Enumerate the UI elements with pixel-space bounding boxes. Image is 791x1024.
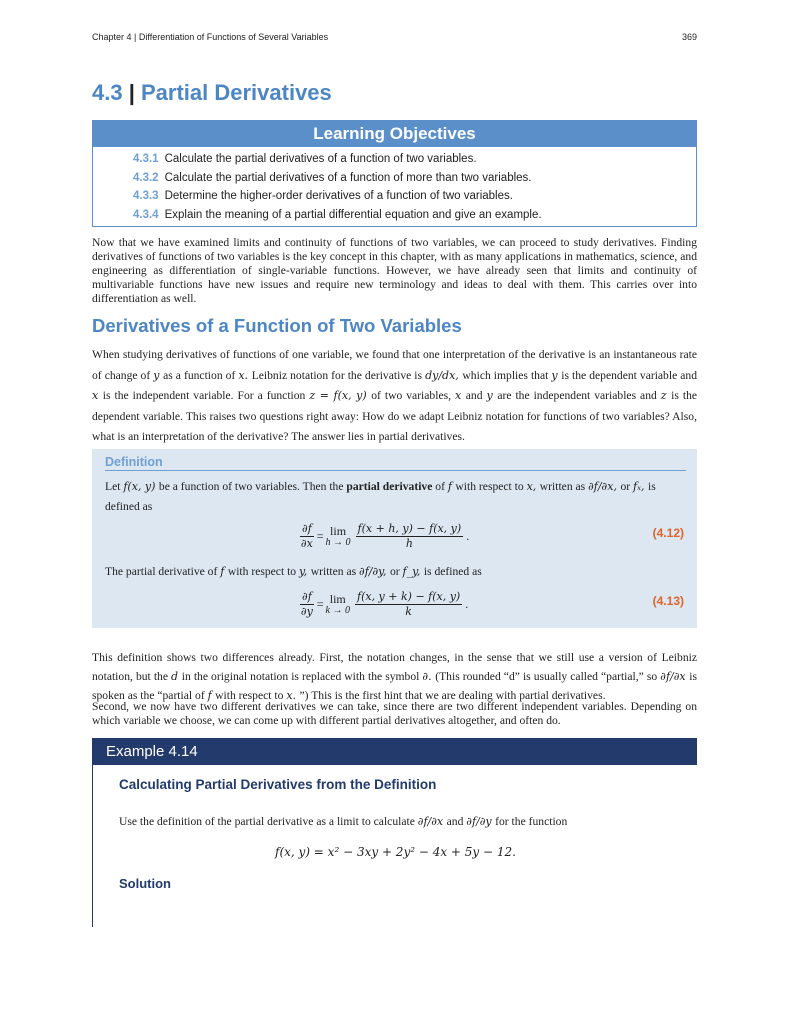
intro-paragraph [92, 236, 697, 306]
example-title: Calculating Partial Derivatives from the Definition [119, 777, 437, 792]
objective-item [133, 150, 696, 169]
solution-label: Solution [119, 876, 171, 891]
text-run: are the independent variables and [497, 389, 661, 402]
running-header-chapter: Chapter 4 | Differentiation of Functions of Several Variables [92, 32, 329, 42]
text-run: with respect to [455, 480, 527, 493]
body-paragraph [92, 345, 697, 448]
bold-term: partial derivative [346, 480, 433, 493]
inline-math: ∂f/∂y, [359, 565, 390, 578]
section-title-text: Partial Derivatives [141, 80, 332, 105]
objective-item [133, 206, 696, 225]
text-run: with respect to [215, 689, 287, 702]
equation-label: (4.13) [652, 594, 684, 608]
objective-item [133, 169, 696, 188]
eq-lhs-den: ∂y [300, 605, 313, 618]
eq-lim-sub: k → 0 [325, 604, 350, 616]
eq-lhs-num: ∂f [302, 522, 312, 535]
objective-number: 4.3.2 [133, 171, 159, 184]
text-run: The partial derivative of [105, 565, 221, 578]
inline-math: f [447, 480, 456, 493]
inline-math: fₓ, [633, 480, 648, 493]
text-run: in the original notation is replaced with the symbol [181, 670, 423, 683]
text-run: or [620, 480, 633, 493]
text-run: is defined as [105, 480, 656, 513]
inline-math: dy/dx, [425, 368, 463, 382]
text-run: is the dependent variable and [561, 368, 697, 382]
eq-lhs-num: ∂f [302, 590, 312, 603]
eq-end: . [465, 597, 469, 611]
inline-math: x [454, 389, 466, 402]
inline-math: y [153, 368, 164, 382]
text-run: for the function [495, 815, 568, 828]
objective-text: Calculate the partial derivatives of a function of more than two variables. [164, 171, 532, 184]
text-run: is the dependent variable. This raises two questions right away: How do we adapt Leibniz notation for functions of two variables? Also, what is an interpretation of the derivative? The answer lies in partial derivatives. [92, 389, 698, 443]
text-run: with respect to [227, 565, 299, 578]
eq-den: k [405, 605, 412, 618]
inline-math: y [551, 368, 562, 382]
objective-text: Explain the meaning of a partial differential equation and give an example. [164, 208, 542, 221]
subsection-heading: Derivatives of a Function of Two Variables [92, 315, 462, 336]
text-run: Leibniz notation for the derivative is [251, 368, 426, 382]
inline-math: f_y, [402, 565, 424, 578]
inline-math: z [660, 389, 672, 402]
section-number: 4.3 [92, 80, 123, 105]
text-run: Second, we now have two different derivatives we can take, since there are two different independent variables. Depending on which variable we choose, we can come up with different partial derivatives altogether, and often do. [92, 700, 697, 727]
inline-math: x. [238, 368, 252, 382]
text-run: This definition shows two differences already. First, the notation changes, in the sense that we still use a version of Leibniz notation, but the [92, 651, 697, 683]
inline-math: f [220, 565, 228, 578]
inline-math: ∂f/∂x [660, 670, 690, 683]
inline-math: ∂f/∂x [417, 815, 447, 828]
objective-text: Calculate the partial derivatives of a function of two variables. [164, 153, 477, 165]
text-run: and [446, 815, 467, 828]
inline-math: x [92, 389, 103, 402]
text-run: written as [539, 480, 589, 493]
eq-lim: lim [329, 591, 346, 606]
equation-4-13 [297, 590, 468, 619]
text-run: which implies that [462, 368, 552, 382]
definition-heading: Definition [105, 455, 686, 471]
eq-lhs-den: ∂x [300, 537, 313, 550]
inline-math: ∂f/∂x, [588, 480, 621, 493]
section-title [92, 80, 332, 106]
eq-num: f(x + h, y) − f(x, y) [357, 522, 462, 535]
inline-math: f(x, y) [123, 480, 159, 493]
text-run: of two variables, [371, 389, 455, 402]
definition-text [105, 562, 686, 582]
example-header [92, 738, 697, 765]
page-number: 369 [681, 32, 697, 42]
example-prompt [119, 815, 567, 828]
inline-math: y [486, 389, 498, 402]
equation-4-12 [297, 522, 469, 551]
definition-text [105, 477, 686, 517]
text-run: be a function of two variables. Then the [158, 480, 347, 493]
text-run: (This rounded “d” is usually called “partial,” so [435, 670, 661, 683]
text-run: When studying derivatives of functions of one variable, we found that one interpretation of the derivative is an instantaneous rate of change of [92, 348, 697, 382]
text-run: is the independent variable. For a function [102, 389, 310, 402]
body-paragraph [92, 700, 697, 728]
inline-math: f [207, 689, 216, 702]
learning-objectives-heading: Learning Objectives [92, 120, 697, 147]
objective-text: Determine the higher-order derivatives of a function of two variables. [164, 190, 513, 202]
objective-number: 4.3.1 [133, 153, 159, 165]
text-run: Now that we have examined limits and continuity of functions of two variables, we can proceed to study derivatives. Finding derivatives of functions of two variables is the key concept in this chapter, with as many applications in mathematics, science, and engineering as differentiation of single-variable functions. However, we have already seen that limits and continuity of multivariable functions have new issues and require new terminology and ideas to deal with them. This carries over into differentiation as well. [92, 236, 697, 305]
equation-label: (4.12) [652, 526, 684, 540]
text-run: is spoken as the “partial of [92, 670, 697, 702]
objective-number: 4.3.4 [133, 208, 159, 221]
inline-math: x, [526, 480, 540, 493]
inline-math: ∂f/∂y [466, 815, 496, 828]
inline-math: x. [286, 689, 300, 702]
text-run: Let [105, 480, 124, 493]
eq-den: h [405, 537, 413, 550]
section-separator: | [128, 80, 135, 105]
objective-number: 4.3.3 [133, 190, 159, 202]
inline-math: d [171, 670, 182, 683]
inline-math: z = f(x, y) [309, 389, 372, 402]
eq-equals: = [316, 597, 324, 611]
text-run: written as [310, 565, 360, 578]
objective-item [133, 187, 696, 206]
text-run: of [432, 480, 448, 493]
inline-math: y, [298, 565, 311, 578]
text-run: Use the definition of the partial derivative as a limit to calculate [119, 815, 418, 828]
example-label: Example 4.14 [106, 743, 198, 760]
eq-equals: = [316, 529, 324, 543]
definition-box [92, 449, 697, 628]
eq-num: f(x, y + k) − f(x, y) [357, 590, 461, 603]
eq-lim: lim [330, 523, 347, 538]
learning-objectives-box [92, 120, 697, 227]
example-equation: f(x, y) = x² − 3xy + 2y² − 4x + 5y − 12. [275, 845, 516, 859]
text-run: as a function of [163, 368, 239, 382]
eq-lim-sub: h → 0 [325, 536, 351, 548]
body-paragraph [92, 648, 697, 705]
text-run: ”) This is the first hint that we are dealing with partial derivatives. [299, 689, 606, 702]
text-run: and [465, 389, 487, 402]
text-run: is defined as [423, 565, 482, 578]
eq-end: . [466, 529, 470, 543]
inline-math: ∂. [422, 670, 436, 683]
text-run: or [389, 565, 403, 578]
